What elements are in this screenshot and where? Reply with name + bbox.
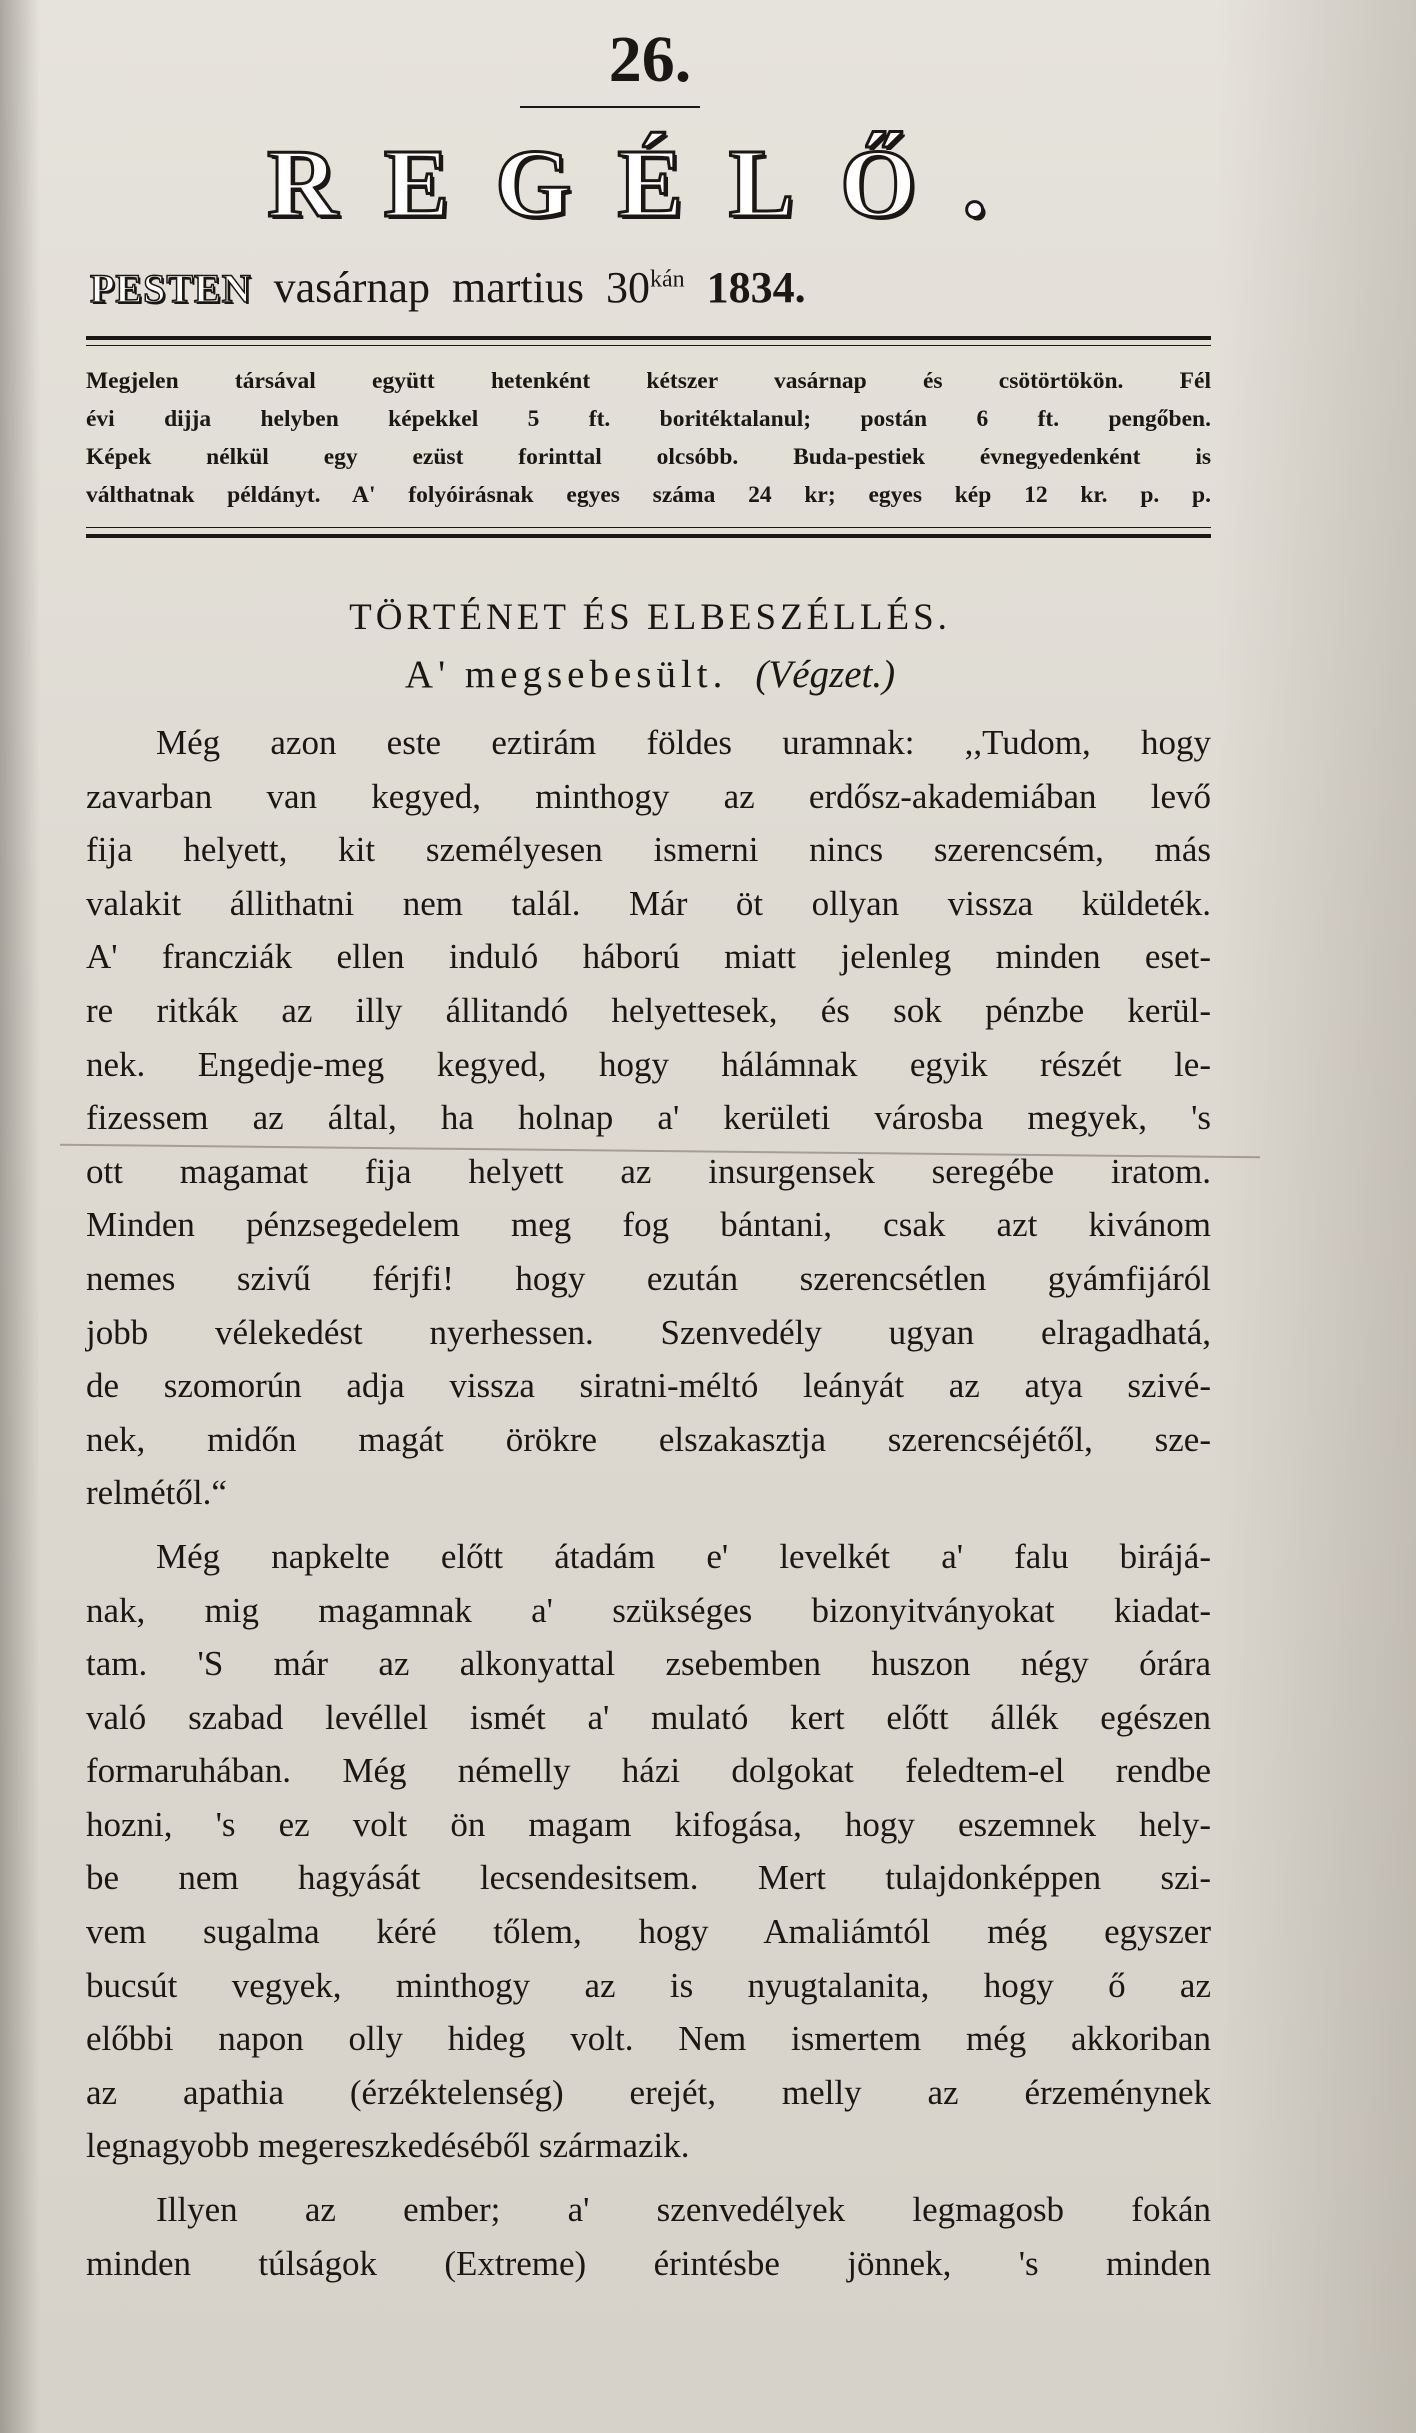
text-line: be nem hagyását lecsendesitsem. Mert tulajdonképpen szi- [86, 1858, 1211, 1898]
text-line: zavarban van kegyed, minthogy az erdősz-akademiában levő [86, 776, 1211, 816]
section-heading: TÖRTÉNET ÉS ELBESZÉLLÉS. [349, 597, 951, 638]
header-rule-top-thin [86, 345, 1211, 346]
paragraph-gap [86, 1520, 1211, 1530]
notice-line: válthatnak példányt. A' folyóirásnak egyes száma 24 kr; egyes kép 12 kr. p. p. [86, 482, 1211, 508]
text-line: az apathia (érzéktelenség) erejét, melly az érzeménynek [86, 2072, 1211, 2112]
paragraph-gap [86, 2173, 1211, 2183]
text-line: vem sugalma kéré tőlem, hogy Amaliámtól még egyszer [86, 1912, 1211, 1952]
subscription-notice [86, 362, 1211, 514]
notice-line: Megjelen társával együtt hetenként kétszer vasárnap és csötörtökön. Fél [86, 368, 1211, 394]
article-title-line [0, 652, 1300, 697]
article-title: A' megsebesült. [404, 653, 728, 696]
notice-line: évi dijja helyben képekkel 5 ft. boritéktalanul; postán 6 ft. pengőben. [86, 406, 1211, 432]
text-line: Még azon este eztirám földes uramnak: ,,Tudom, hogy [156, 723, 1211, 762]
dateline-month: martius [451, 263, 584, 312]
text-line: de szomorún adja vissza siratni-méltó leányát az atya szivé- [86, 1366, 1211, 1406]
notice-rule-thick [86, 534, 1211, 538]
text-line: jobb vélekedést nyerhessen. Szenvedély ugyan elragadhatá, [86, 1312, 1211, 1352]
article-body [86, 716, 1211, 2290]
dateline-day-number-wrap [606, 262, 685, 313]
text-line: bucsút vegyek, minthogy az is nyugtalanita, hogy ő az [86, 1965, 1211, 2005]
text-line: való szabad levéllel ismét a' mulató kert előtt állék egészen [86, 1697, 1211, 1737]
masthead-title: REGÉLŐ. [267, 130, 1033, 238]
header-rule-top-thick [86, 336, 1211, 340]
text-line: legnagyobb megereszkedéséből származik. [86, 2126, 690, 2166]
text-line: fija helyett, kit személyesen ismerni nincs szerencsém, más [86, 830, 1211, 870]
text-line: formaruhában. Még némelly házi dolgokat feledtem-el rendbe [86, 1751, 1211, 1791]
text-line: ott magamat fija helyett az insurgensek seregébe iratom. [86, 1151, 1211, 1191]
text-line: nek. Engedje-meg kegyed, hogy hálámnak egyik részét le- [86, 1044, 1211, 1084]
text-line: nak, mig magamnak a' szükséges bizonyitványokat kiadat- [86, 1590, 1211, 1630]
text-line: Még napkelte előtt átadám e' levelkét a' falu birájá- [156, 1536, 1211, 1576]
text-line: Minden pénzsegedelem meg fog bántani, csak azt kivánom [86, 1205, 1211, 1245]
text-line: Illyen az ember; a' szenvedélyek legmagosb fokán [156, 2190, 1211, 2230]
article-subtitle: (Végzet.) [755, 653, 896, 696]
text-line: tam. 'S már az alkonyattal zsebemben huszon négy órára [86, 1644, 1211, 1684]
text-line: A' francziák ellen induló háború miatt jelenleg minden eset- [86, 937, 1211, 977]
dateline-day: vasárnap [273, 263, 430, 312]
dateline-day-suffix: kán [649, 266, 685, 293]
page-right-shadow [1216, 0, 1416, 2433]
dateline-year: 1834. [706, 263, 806, 312]
dateline-day-number: 30 [605, 263, 650, 312]
dateline-place: PESTEN [90, 266, 252, 311]
text-line: relmétől.“ [86, 1473, 227, 1513]
notice-rule-thin [86, 527, 1211, 528]
page-edge-shadow [0, 0, 40, 2433]
text-line: valakit állithatni nem talál. Már öt ollyan vissza küldeték. [86, 883, 1211, 923]
text-line: nek, midőn magát örökre elszakasztja szerencséjétől, sze- [86, 1419, 1211, 1459]
text-line: fizessem az által, ha holnap a' kerületi városba megyek, 's [86, 1098, 1211, 1138]
text-line: hozni, 's ez volt ön magam kifogása, hogy eszemnek hely- [86, 1804, 1211, 1844]
text-line: minden túlságok (Extreme) érintésbe jönnek, 's minden [86, 2243, 1211, 2283]
dateline [90, 262, 1220, 313]
text-line: re ritkák az illy állitandó helyettesek, és sok pénzbe kerül- [86, 990, 1211, 1030]
text-line: nemes szivű férjfi! hogy ezután szerencsétlen gyámfijáról [86, 1258, 1211, 1298]
text-line: előbbi napon olly hideg volt. Nem ismertem még akkoriban [86, 2019, 1211, 2059]
issue-number: 26. [608, 23, 692, 96]
issue-number-rule [520, 106, 700, 108]
notice-line: Képek nélkül egy ezüst forinttal olcsóbb. Buda-pestiek évnegyedenként is [86, 444, 1211, 470]
